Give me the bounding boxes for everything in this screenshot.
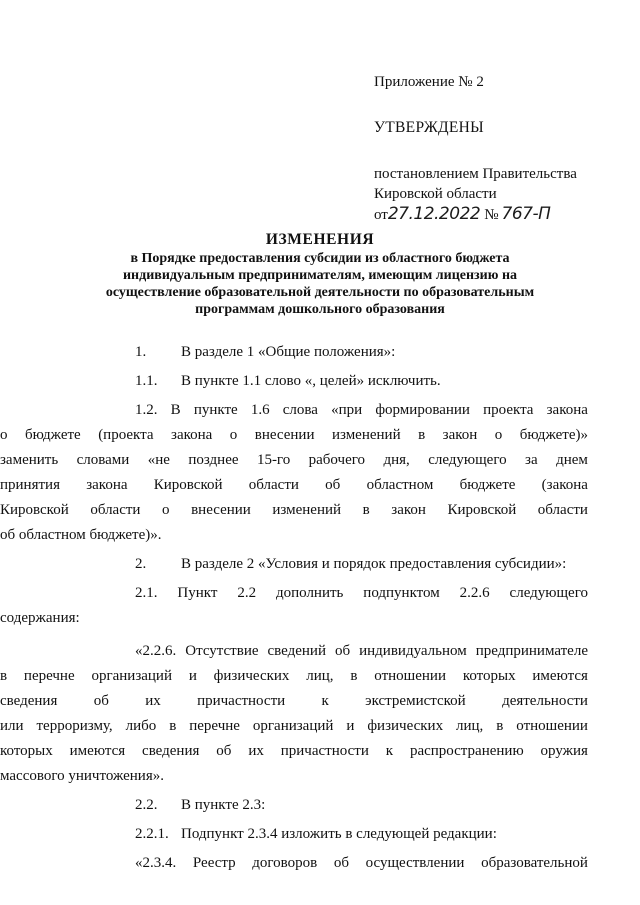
word: «2.2.6.: [135, 643, 177, 659]
word: в: [362, 502, 370, 518]
word: за: [525, 452, 538, 468]
word: отношении: [516, 718, 588, 734]
word: перечне: [23, 668, 75, 684]
item-1: [90, 340, 588, 365]
document-body: [0, 340, 588, 876]
word: физических: [367, 718, 444, 734]
word: деятельности: [502, 693, 588, 709]
item-2-1-line-2: содержания:: [0, 610, 80, 626]
word: причастности: [280, 743, 369, 759]
word: оружия: [540, 743, 588, 759]
word: закона: [171, 427, 213, 443]
item-2-1-line-1: [90, 581, 588, 606]
document-title: [60, 230, 580, 318]
item-text: В разделе 2 «Условия и порядок предоставления субсидии»:: [181, 556, 567, 572]
item-1-2-line-2: [0, 423, 588, 448]
word: сведений: [267, 643, 326, 659]
word: в: [418, 427, 426, 443]
word: «при: [331, 402, 363, 418]
word: организаций: [252, 718, 334, 734]
word: к: [321, 693, 329, 709]
item-1-2-line-5: [0, 498, 588, 523]
word: договоров: [252, 855, 318, 871]
word: в: [169, 718, 177, 734]
word: Кировской: [0, 502, 69, 518]
word: Кировской: [153, 477, 223, 493]
word: об: [333, 855, 350, 871]
word: и: [346, 718, 355, 734]
word: терроризму,: [36, 718, 113, 734]
word: закон: [391, 502, 426, 518]
quote-2-2-6-line-1: [90, 639, 588, 664]
word: «2.3.4.: [135, 855, 177, 871]
word: которых: [462, 668, 516, 684]
word: изменений: [331, 427, 401, 443]
item-2: [90, 552, 588, 577]
word: (закона: [541, 477, 588, 493]
word: принятия: [0, 477, 60, 493]
word: имеются: [532, 668, 588, 684]
word: следующего: [428, 452, 507, 468]
word: о: [0, 427, 8, 443]
word: подпунктом: [363, 585, 440, 601]
item-1-2-line-4: [0, 473, 588, 498]
word: о: [229, 427, 238, 443]
word: закона: [546, 402, 588, 418]
word: 2.2.6: [459, 585, 490, 601]
word: лиц,: [306, 668, 334, 684]
word: области: [248, 477, 299, 493]
item-2-2: [90, 793, 588, 818]
quote-2-2-6-line-6: массового уничтожения».: [0, 768, 164, 784]
word: (проекта: [98, 427, 154, 443]
decree-line-2: Кировской области: [374, 186, 497, 202]
word: области: [90, 502, 141, 518]
word: области: [537, 502, 588, 518]
item-number: 1.: [135, 344, 147, 360]
word: о: [494, 427, 503, 443]
word: индивидуальном: [359, 643, 467, 659]
word: лиц,: [456, 718, 484, 734]
item-1-2-line-6: об областном бюджете)».: [0, 527, 162, 543]
quote-2-2-6-line-5: [0, 739, 588, 764]
item-1-1: [90, 369, 588, 394]
word: и: [188, 668, 197, 684]
word: слова: [282, 402, 318, 418]
item-text: В разделе 1 «Общие положения»:: [181, 344, 396, 360]
word: о: [162, 502, 170, 518]
word: закон: [442, 427, 478, 443]
item-1-2-line-3: [0, 448, 588, 473]
word: областном: [366, 477, 434, 493]
word: отношении: [374, 668, 446, 684]
word: сведения: [0, 693, 58, 709]
word: 1.6: [250, 402, 270, 418]
item-number: 2.2.: [135, 797, 158, 813]
approval-block: [374, 72, 614, 225]
word: дня,: [383, 452, 410, 468]
word: бюджете: [24, 427, 81, 443]
word: внесении: [191, 502, 251, 518]
word: внесении: [254, 427, 315, 443]
decree-reference: [374, 164, 614, 225]
quote-2-2-6-line-4: [0, 714, 588, 739]
word: об: [325, 477, 341, 493]
word: заменить: [0, 452, 59, 468]
word: причастности: [197, 693, 286, 709]
word: дополнить: [275, 585, 344, 601]
item-number: 1.1.: [135, 373, 158, 389]
word: об: [334, 643, 351, 659]
word: в: [496, 718, 504, 734]
handwritten-date: 27.12.2022: [387, 204, 481, 224]
item-1-2-line-1: [90, 398, 588, 423]
title-line-4: программам дошкольного образования: [195, 302, 445, 317]
decree-date-number: [374, 204, 614, 225]
word: словами: [76, 452, 130, 468]
word: позднее: [188, 452, 239, 468]
word: образовательной: [481, 855, 588, 871]
word: сведения: [142, 743, 200, 759]
item-text: В пункте 2.3:: [181, 797, 266, 813]
handwritten-number: 767-П: [501, 204, 551, 224]
word: следующего: [509, 585, 588, 601]
word: днем: [556, 452, 588, 468]
word: В: [170, 402, 181, 418]
word: в: [350, 668, 358, 684]
word: проекта: [483, 402, 534, 418]
word: 2.1.: [135, 585, 158, 601]
word: экстремистской: [365, 693, 466, 709]
word: об: [216, 743, 232, 759]
word: предпринимателе: [475, 643, 588, 659]
word: распространению: [409, 743, 524, 759]
word: которых: [0, 743, 53, 759]
quote-2-2-6-line-2: [0, 664, 588, 689]
from-label: от: [374, 207, 388, 223]
title-heading: ИЗМЕНЕНИЯ: [265, 231, 375, 248]
item-number: 2.: [135, 556, 147, 572]
word: бюджете)»: [519, 427, 588, 443]
item-number: 2.2.1.: [135, 826, 169, 842]
item-text: Подпункт 2.3.4 изложить в следующей редакции:: [181, 826, 497, 842]
item-text: В пункте 1.1 слово «, целей» исключить.: [181, 373, 441, 389]
quote-2-2-6-line-3: [0, 689, 588, 714]
word: 15-го: [256, 452, 291, 468]
word: Кировской: [447, 502, 517, 518]
quote-2-3-4-line-1: [90, 851, 588, 876]
word: 1.2.: [135, 402, 158, 418]
word: в: [0, 668, 8, 684]
item-2-2-1: [90, 822, 588, 847]
word: либо: [125, 718, 157, 734]
word: к: [385, 743, 394, 759]
appendix-label: Приложение № 2: [374, 74, 484, 90]
title-line-1: в Порядке предоставления субсидии из областного бюджета: [130, 251, 510, 266]
decree-line-1: постановлением Правительства: [374, 166, 577, 182]
word: 2.2: [237, 585, 257, 601]
word: их: [145, 693, 161, 709]
word: Реестр: [192, 855, 236, 871]
title-line-2: индивидуальным предпринимателям, имеющим лицензию на: [122, 268, 518, 283]
word: перечне: [189, 718, 240, 734]
title-line-3: осуществление образовательной деятельности по образовательным: [105, 285, 535, 300]
number-label: №: [484, 207, 499, 223]
word: или: [0, 718, 24, 734]
word: «не: [147, 452, 170, 468]
word: физических: [213, 668, 290, 684]
word: изменений: [272, 502, 342, 518]
word: закона: [86, 477, 128, 493]
word: организаций: [91, 668, 172, 684]
word: рабочего: [308, 452, 366, 468]
word: Отсутствие: [185, 643, 259, 659]
word: осуществлении: [365, 855, 465, 871]
word: об: [93, 693, 109, 709]
word: имеются: [69, 743, 126, 759]
word: Пункт: [177, 585, 218, 601]
word: их: [248, 743, 264, 759]
word: пункте: [193, 402, 238, 418]
word: формировании: [375, 402, 470, 418]
word: бюджете: [459, 477, 516, 493]
approved-label: УТВЕРЖДЕНЫ: [374, 119, 484, 136]
